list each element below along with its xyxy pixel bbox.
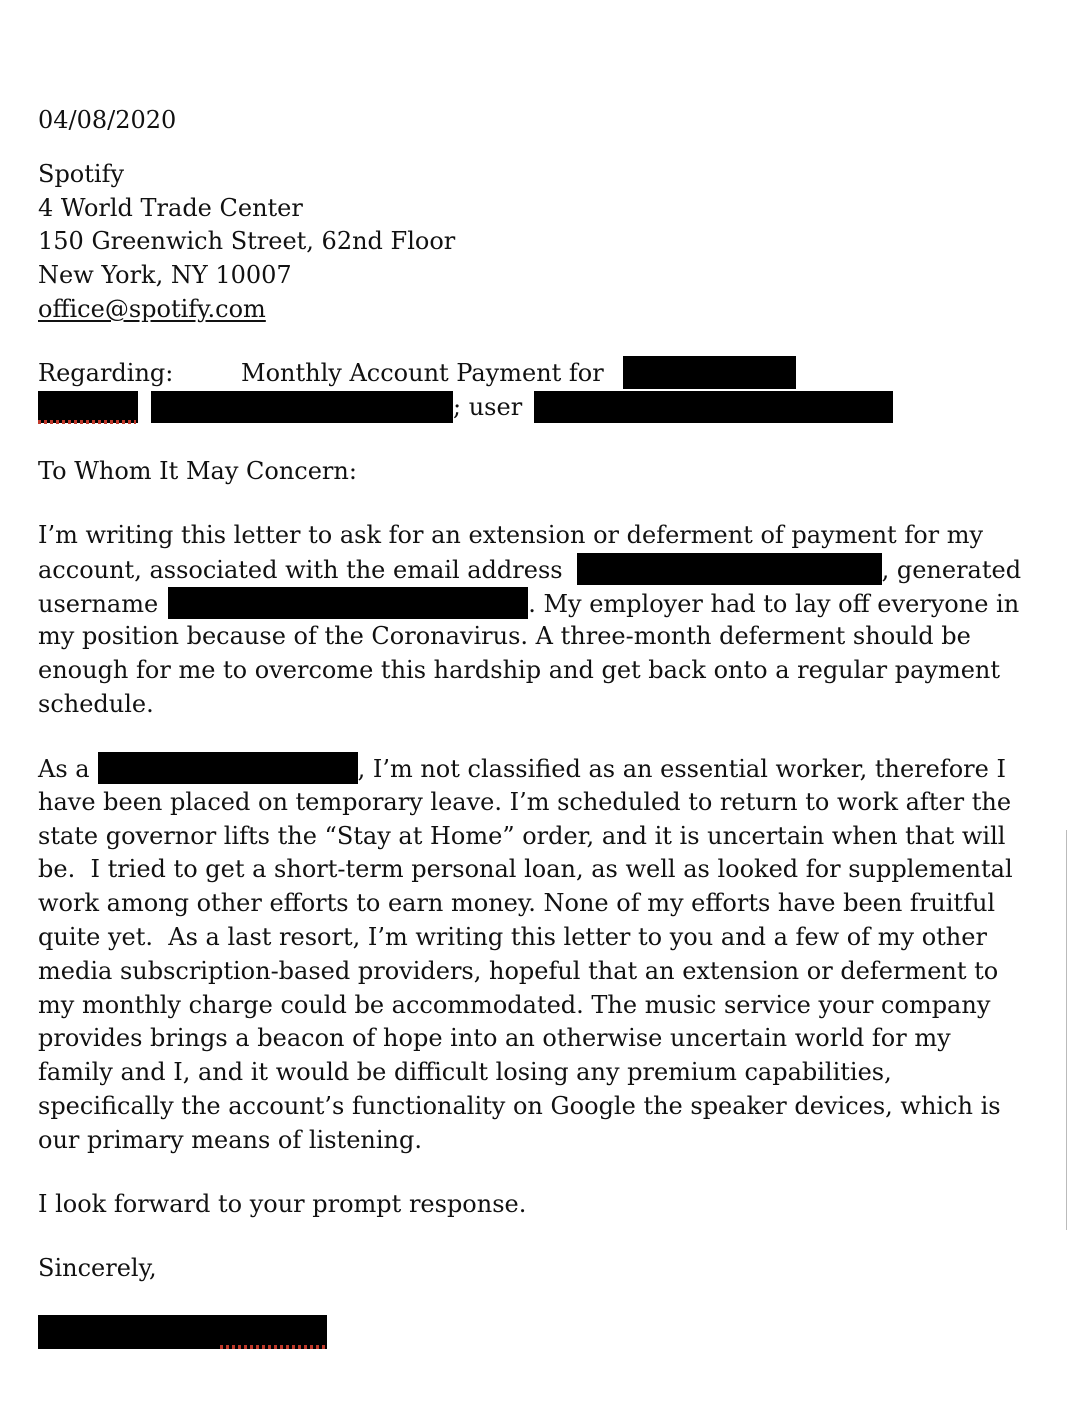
paragraph2-line1 [38, 752, 1006, 787]
redacted-email [577, 553, 882, 585]
paragraph1-line5: enough for me to overcome this hardship and get back onto a regular payment [38, 656, 1001, 684]
paragraph2-line3: state governor lifts the “Stay at Home” order, and it is uncertain when that will [38, 822, 1006, 850]
paragraph2-line8: my monthly charge could be accommodated. The music service your company [38, 991, 991, 1019]
paragraph1-line3-start: username [38, 590, 159, 618]
paragraph2-line12: our primary means of listening. [38, 1126, 422, 1154]
redacted-username [168, 587, 528, 619]
paragraph1-line2-end: , generated [881, 556, 1022, 584]
redacted-signature [38, 1315, 327, 1349]
regarding-label: Regarding: [38, 359, 174, 387]
redacted-user [534, 391, 893, 423]
paragraph2-line10: family and I, and it would be difficult losing any premium capabilities, [38, 1058, 892, 1086]
recipient-address-line2: 150 Greenwich Street, 62nd Floor [38, 227, 456, 255]
regarding-subject: Monthly Account Payment for [241, 359, 604, 387]
redacted-account-name [623, 356, 796, 389]
salutation: To Whom It May Concern: [38, 457, 357, 485]
paragraph1-line2 [38, 553, 1021, 588]
paragraph2-line2: have been placed on temporary leave. I’m scheduled to return to work after the [38, 788, 1012, 816]
paragraph1-line4: my position because of the Coronavirus. A three-month deferment should be [38, 622, 971, 650]
spellcheck-squiggle [220, 1345, 325, 1349]
paragraph2-line11: specifically the account’s functionality on Google the speaker devices, which is [38, 1092, 1001, 1120]
paragraph2-line6: quite yet. As a last resort, I’m writing this letter to you and a few of my other [38, 923, 987, 951]
recipient-city-state-zip: New York, NY 10007 [38, 261, 292, 289]
letter-date: 04/08/2020 [38, 106, 177, 134]
paragraph2-line1-end: , I’m not classified as an essential worker, therefore I [357, 755, 1006, 783]
paragraph1-line1: I’m writing this letter to ask for an extension or deferment of payment for my [38, 521, 984, 549]
paragraph2-line1-start: As a [38, 755, 90, 783]
paragraph1-line3 [38, 587, 1019, 622]
regarding-user-separator: ; user [453, 393, 523, 421]
recipient-address-line1: 4 World Trade Center [38, 194, 303, 222]
sign-off: Sincerely, [38, 1254, 157, 1282]
redacted-account-detail [151, 391, 453, 423]
paragraph2-line7: media subscription-based providers, hopeful that an extension or deferment to [38, 957, 999, 985]
paragraph2-line4: be. I tried to get a short-term personal loan, as well as looked for supplemental [38, 855, 1013, 883]
paragraph2-line5: work among other efforts to earn money. None of my efforts have been fruitful [38, 889, 996, 917]
redacted-account-id [38, 391, 138, 423]
closing-line: I look forward to your prompt response. [38, 1190, 527, 1218]
page-edge-line [1066, 830, 1067, 1230]
paragraph2-line9: provides brings a beacon of hope into an otherwise uncertain world for my [38, 1024, 951, 1052]
paragraph1-line3-end: . My employer had to lay off everyone in [528, 590, 1020, 618]
recipient-company: Spotify [38, 160, 125, 188]
redacted-occupation [98, 752, 358, 784]
recipient-email-link[interactable]: office@spotify.com [38, 295, 266, 323]
paragraph1-line2-start: account, associated with the email address [38, 556, 563, 584]
spellcheck-squiggle [38, 420, 136, 424]
paragraph1-line6: schedule. [38, 690, 154, 718]
